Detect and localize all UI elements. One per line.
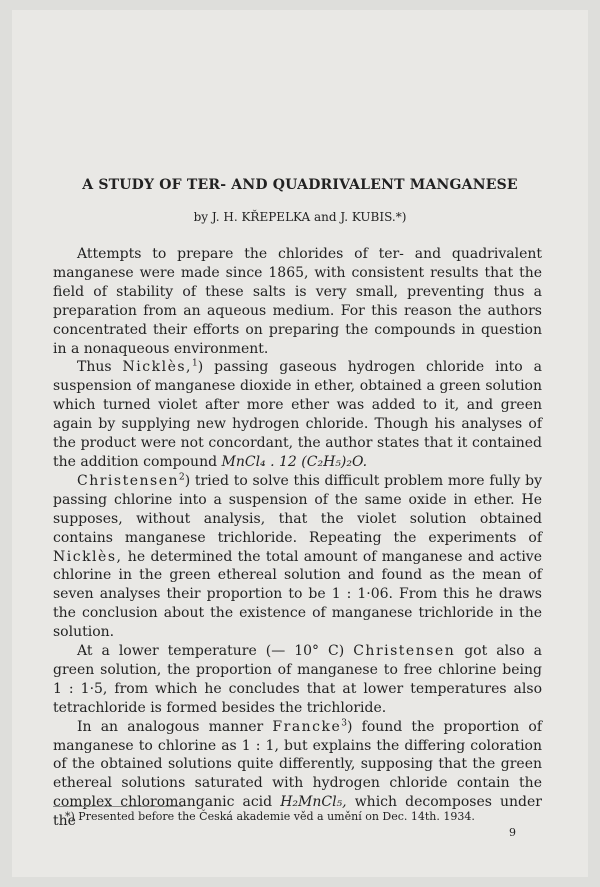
reference-mark: 3 bbox=[341, 718, 348, 728]
article-body bbox=[53, 245, 542, 831]
author-name: Christensen bbox=[353, 643, 456, 660]
text: At a lower temperature (— 10° C) bbox=[77, 643, 345, 660]
text: he determined the total amount of manganese and active chlorine in the green ethereal solution and found as the mean of seven analyses their proportion to be 1 : 1·06. From this he draws the conclusion about the existence of manganese trichloride in the solution. bbox=[53, 548, 542, 641]
author-name: Christensen bbox=[77, 472, 179, 489]
author-name: Francke bbox=[272, 718, 342, 735]
footnote-rule bbox=[53, 806, 183, 807]
text: got also a green solution, the proportion of manganese to free chlorine being 1 : 1·5, from which he concludes that at lower temperatures also tetrachloride is formed besides the trichloride. bbox=[53, 643, 543, 716]
article-title: A STUDY OF TER- AND QUADRIVALENT MANGANESE bbox=[82, 177, 518, 193]
text: Thus bbox=[77, 359, 112, 376]
article-authors: by J. H. KŘEPELKA and J. KUBIS.*) bbox=[193, 210, 407, 224]
paragraph-2 bbox=[53, 358, 542, 471]
footnote: *) Presented before the Česká akademie věd a umění on Dec. 14th. 1934. bbox=[65, 810, 475, 823]
paragraph-3 bbox=[53, 472, 542, 642]
reference-mark: 1 bbox=[192, 358, 198, 369]
text: ) found the proportion of manganese to chlorine as 1 : 1, but explains the differing coloration of the obtained solutions quite differently, supposing that the green ethereal solutions saturated with hydrogen chloride contain the complex chloromanganic acid bbox=[53, 718, 542, 811]
author-name: Nicklès, bbox=[53, 548, 123, 565]
text: In an analogous manner bbox=[77, 718, 264, 735]
chemical-formula: MnCl₄ . 12 (C₂H₅)₂O. bbox=[221, 453, 368, 470]
text: ) passing gaseous hydrogen chloride into a suspension of manganese dioxide in ether, obtained a green solution which turned violet after more ether was added to it, and green again by supplying new hydrogen chloride. Though his analyses of the product were not concordant, the author states that it contained the addition compound bbox=[53, 359, 542, 470]
text: ) tried to solve this difficult problem more fully by passing chlorine into a suspension of the same oxide in ether. He supposes, without analysis, that the violet solution obtained contains manganese trichloride. Repeating the experiments of bbox=[53, 472, 542, 546]
paragraph-4 bbox=[53, 642, 542, 718]
page-number: 9 bbox=[509, 826, 516, 839]
chemical-formula: H₂MnCl₅, bbox=[280, 794, 347, 811]
text: which decomposes under the bbox=[53, 794, 542, 830]
author-name: Nicklès, bbox=[122, 359, 192, 376]
paragraph-1: Attempts to prepare the chlorides of ter- and quadrivalent manganese were made since 1865, with consistent results that the field of stability of these salts is very small, preventing thus a preparation from an aqueous medium. For this reason the authors concentrated their efforts on preparing the compounds in question in a nonaqueous environment. bbox=[53, 246, 542, 357]
reference-mark: 2 bbox=[179, 472, 185, 483]
